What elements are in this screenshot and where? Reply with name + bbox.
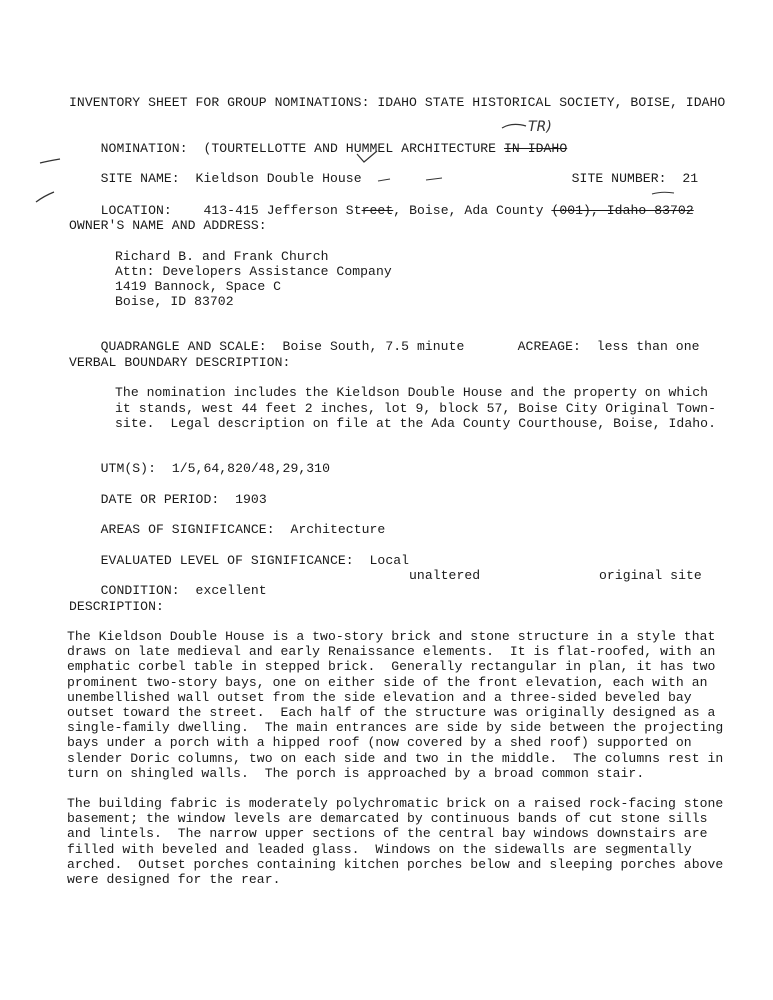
boundary-line-3: site. Legal description on file at the Ada County Courthouse, Boise, Idaho. [115, 416, 716, 431]
paragraph-1-line: The Kieldson Double House is a two-story brick and stone structure in a style that [67, 629, 716, 644]
paragraph-2-line: filled with beveled and leaded glass. Windows on the sidewalls are segmentally [67, 841, 692, 857]
acreage-row [486, 324, 700, 369]
paragraph-1-line: unembellished wall outset from the side elevation and a three-sided beveled bay [67, 689, 692, 705]
level-label: EVALUATED LEVEL OF SIGNIFICANCE: [100, 553, 354, 568]
date-label: DATE OR PERIOD: [100, 492, 220, 507]
paragraph-1-line: slender Doric columns, two on each side and two in the middle. The columns rest in [67, 750, 724, 766]
boundary-label: VERBAL BOUNDARY DESCRIPTION: [69, 355, 291, 370]
check-mark-location [34, 188, 58, 206]
description-paragraph-2 [67, 796, 724, 888]
nomination-struck-text: IN IDAHO [503, 141, 568, 156]
nomination-handwritten-note: TR) [528, 119, 552, 135]
paragraph-1-line: prominent two-story bays, one on either side of the front elevation, each with an [67, 674, 708, 690]
quadrangle-label: QUADRANGLE AND SCALE: [100, 339, 267, 354]
handwritten-tick-location-2 [424, 174, 448, 184]
condition-value-3: original site [599, 568, 702, 583]
owner-label: OWNER'S NAME AND ADDRESS: [69, 218, 267, 233]
check-mark-site-value [355, 149, 381, 165]
handwritten-arrow-mark [650, 188, 676, 200]
nomination-label: NOMINATION: [100, 141, 188, 156]
site-name-value: Kieldson Double House [195, 171, 362, 186]
paragraph-1-line: outset toward the street. Each half of the structure was originally designed as a [67, 705, 716, 721]
description-paragraph-1 [67, 629, 724, 781]
condition-label: CONDITION: [100, 583, 180, 598]
condition-value-2: unaltered [409, 568, 481, 583]
level-value: Local [369, 553, 410, 568]
date-value: 1903 [235, 492, 267, 507]
acreage-label: ACREAGE: [517, 339, 581, 354]
utm-value: 1/5,64,820/48,29,310 [171, 461, 330, 476]
owner-line-4: Boise, ID 83702 [115, 294, 234, 309]
nomination-paren-open: ( [203, 141, 212, 156]
sheet-title: INVENTORY SHEET FOR GROUP NOMINATIONS: IDAHO STATE HISTORICAL SOCIETY, BOISE, IDAHO [69, 95, 726, 110]
quadrangle-value: Boise South, 7.5 minute [282, 339, 465, 354]
location-label: LOCATION: [100, 203, 172, 218]
areas-value: Architecture [290, 522, 386, 537]
paragraph-1-line: draws on late medieval and early Renaissance elements. It is flat-roofed, with an [67, 644, 716, 660]
paragraph-2-line: were designed for the rear. [67, 872, 281, 888]
handwritten-dash-mark [500, 118, 530, 132]
paragraph-1-line: emphatic corbel table in stepped brick. Generally rectangular in plan, it has two [67, 659, 716, 675]
site-number-label: SITE NUMBER: [571, 171, 667, 186]
location-city: , Boise, Ada County [393, 203, 552, 218]
acreage-value: less than one [596, 339, 700, 354]
condition-value-1: excellent [195, 583, 267, 598]
paragraph-1-line: turn on shingled walls. The porch is approached by a broad common stair. [67, 765, 645, 781]
paragraph-2-line: arched. Outset porches containing kitchen porches below and sleeping porches above [67, 856, 724, 872]
boundary-line-1: The nomination includes the Kieldson Double House and the property on which [115, 385, 709, 400]
paragraph-2-line: and lintels. The narrow upper sections of the central bay windows downstairs are [67, 826, 708, 842]
paragraph-1-line: single-family dwelling. The main entrances are side by side between the projecting [67, 720, 724, 736]
paragraph-1-line: bays under a porch with a hipped roof (now covered by a shed roof) supported on [67, 735, 692, 751]
owner-line-3: 1419 Bannock, Space C [115, 279, 282, 294]
boundary-line-2: it stands, west 44 feet 2 inches, lot 9, block 57, Boise City Original Town- [115, 401, 716, 416]
handwritten-tick-location [376, 176, 396, 184]
site-number-value: 21 [682, 171, 699, 186]
location-struck-zip: (001), Idaho 83702 [551, 203, 694, 218]
description-label: DESCRIPTION: [69, 599, 164, 614]
owner-line-1: Richard B. and Frank Church [115, 249, 329, 264]
location-street: 413-415 Jefferson St [203, 203, 362, 218]
location-struck-reet: reet [361, 203, 394, 218]
site-name-label: SITE NAME: [100, 171, 180, 186]
paragraph-2-line: basement; the window levels are demarcated by continuous bands of cut stone sills [67, 811, 708, 827]
owner-line-2: Attn: Developers Assistance Company [115, 264, 392, 279]
check-mark-site-name [38, 155, 64, 169]
paragraph-2-line: The building fabric is moderately polychromatic brick on a raised rock-facing stone [67, 796, 724, 811]
areas-label: AREAS OF SIGNIFICANCE: [100, 522, 275, 537]
nomination-value: TOURTELLOTTE AND HUMMEL ARCHITECTURE [211, 141, 497, 156]
utm-label: UTM(S): [100, 461, 156, 476]
